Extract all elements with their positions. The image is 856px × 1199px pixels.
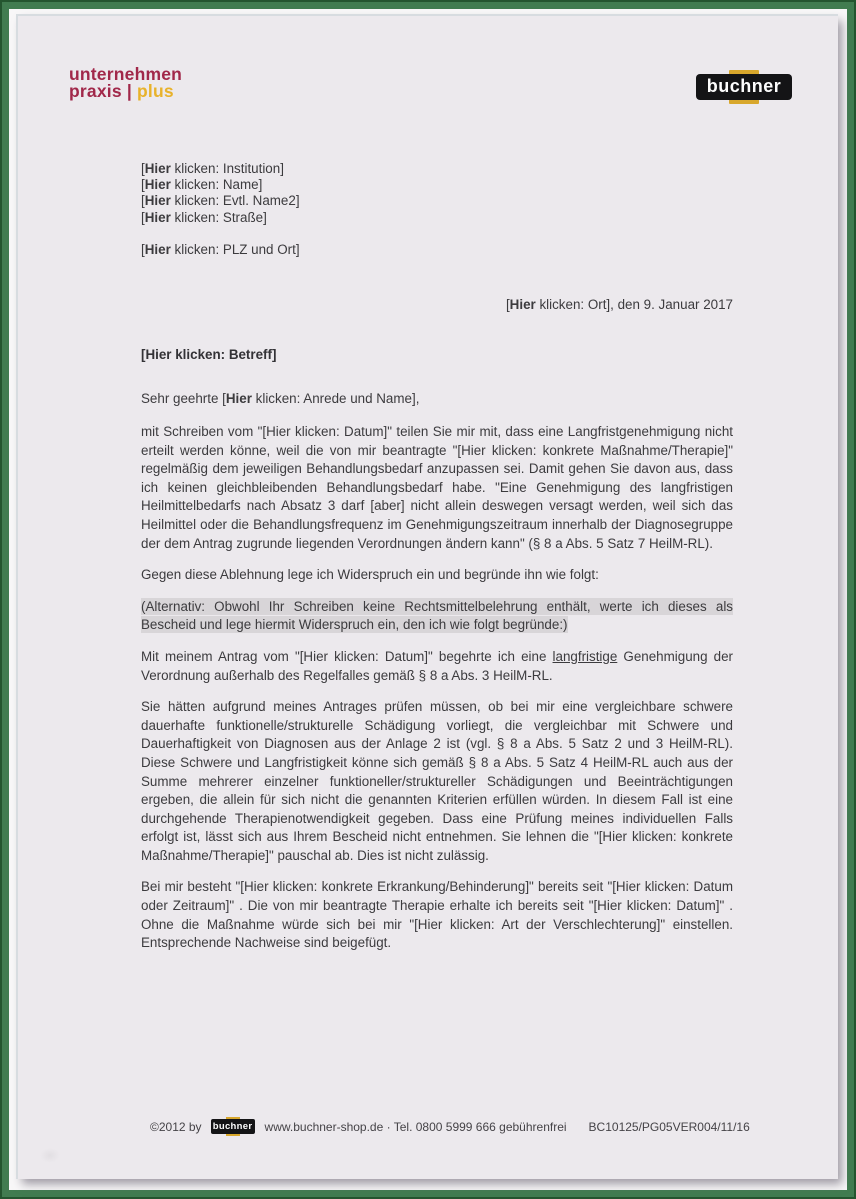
brand-separator: | [126,81,132,101]
brand-line1: unternehmen [69,64,183,84]
paragraph-antrag: Mit meinem Antrag vom "[Hier klicken: Datum]" begehrte ich eine langfristige Genehmigung der Verordnung außerhalb des Regelfalles gemäß § 8 a Abs. 3 HeilM-RL. [141,648,734,683]
paragraph-pruefung: Sie hätten aufgrund meines Antrages prüfen müssen, ob bei mir eine vergleichbare schwere dauerhafte funktionelle/strukturelle Schädigung vorliegt, die vergleichbar mit Schwere und Dauerhaftigkeit von Diagnosen aus der Anlage 2 ist (vgl. § 8 a Abs. 5 Satz 2 und 3 HeilM-RL). Diese Schwere und Langfristigkeit könne sich gemäß § 8 a Abs. 5 Satz 4 HeilM-RL auch aus der Summe mehrerer einzelner funktioneller/struktureller Schädigungen und Beeinträchtigungen ergeben, die allein für sich nicht die genannten Kriterien erfüllen würden. In diesem Fall ist eine durchgehende Therapienotwendigkeit gegeben. Dass eine Prüfung meines individuellen Falls erfolgt ist, lässt sich aus Ihrem Bescheid nicht entnehmen. Sie lehnen die "[Hier klicken: konkrete Maßnahme/Therapie]" pauschal ab. Dies ist nicht zulässig. [141,699,733,863]
highlighted-text: (Alternativ: Obwohl Ihr Schreiben keine Rechtsmittelbelehrung enthält, werte ich dieses als Bescheid und lege hiermit Widerspruch ein, den ich wie folgt begründe:) [141,598,733,633]
footer-buchner-logo-label: buchner [211,1119,255,1134]
footer-contact: www.buchner-shop.de · Tel. 0800 5999 666 gebührenfrei [264,1119,567,1134]
footer-document-code: BC10125/PG05VER004/11/16 [588,1119,750,1134]
letter-content [141,16,733,953]
letter-page [16,14,838,1179]
recipient-blank-line [141,226,733,242]
paragraph-intro: mit Schreiben vom "[Hier klicken: Datum]" teilen Sie mir mit, dass eine Langfristgenehmigung nicht erteilt werden könne, weil die von mir beantragte "[Hier klicken: konkrete Maßnahme/Therapie]" regelmäßig dem jeweiligen Behandlungsbedarf anzupassen sei. Damit gehen Sie davon aus, dass ich keinen gleichbleibenden Behandlungsbedarf habe. "Eine Genehmigung des langfristigen Heilmittelbedarfs nach Absatz 3 darf [aber] nicht allein deswegen versagt werden, weil sich das Heilmittel oder die Behandlungsfrequenz im Genehmigungszeitraum innerhalb der Diagnosegruppe der dem Antrag zugrunde liegenden Verordnungen ändern kann" (§ 8 a Abs. 5 Satz 7 HeilM-RL). [141,424,733,551]
footer [150,1119,750,1134]
brand-accent: plus [131,81,174,101]
faint-smudge [40,1148,60,1163]
buchner-logo-label: buchner [696,74,792,100]
footer-copyright: ©2012 by [150,1119,202,1134]
subject-line: [Hier klicken: Betreff] [141,347,277,363]
paragraph-alternative-highlighted [141,598,733,635]
date-line: [Hier klicken: Ort], den 9. Januar 2017 [505,297,733,313]
recipient-line: [Hier klicken: Institution] [141,161,284,176]
recipient-line-plz: [Hier klicken: PLZ und Ort] [141,241,300,257]
underlined-word: langfristige [552,648,618,664]
brand-line2: praxis | plus [69,81,174,101]
recipient-line: [Hier klicken: Name] [141,177,263,193]
footer-logo-tab-bottom [226,1134,240,1136]
footer-buchner-logo [211,1119,255,1134]
recipient-address-block [141,161,733,258]
paragraph-erkrankung: Bei mir besteht "[Hier klicken: konkrete Erkrankung/Behinderung]" bereits seit "[Hier klicken: Datum oder Zeitraum]" . Die von mir beantragte Therapie erhalte ich bereits seit "[Hier klicken: Datum]" . Ohne die Maßnahme würde sich bei mir "[Hier klicken: Art der Verschlechterung]" einstellen. Entsprechende Nachweise sind beigefügt. [141,879,733,951]
salutation: Sehr geehrte [Hier klicken: Anrede und Name], [141,391,420,407]
recipient-line: [Hier klicken: Straße] [141,209,267,225]
paragraph-objection: Gegen diese Ablehnung lege ich Widerspruch ein und begründe ihn wie folgt: [141,567,599,583]
recipient-line: [Hier klicken: Evtl. Name2] [141,193,300,209]
